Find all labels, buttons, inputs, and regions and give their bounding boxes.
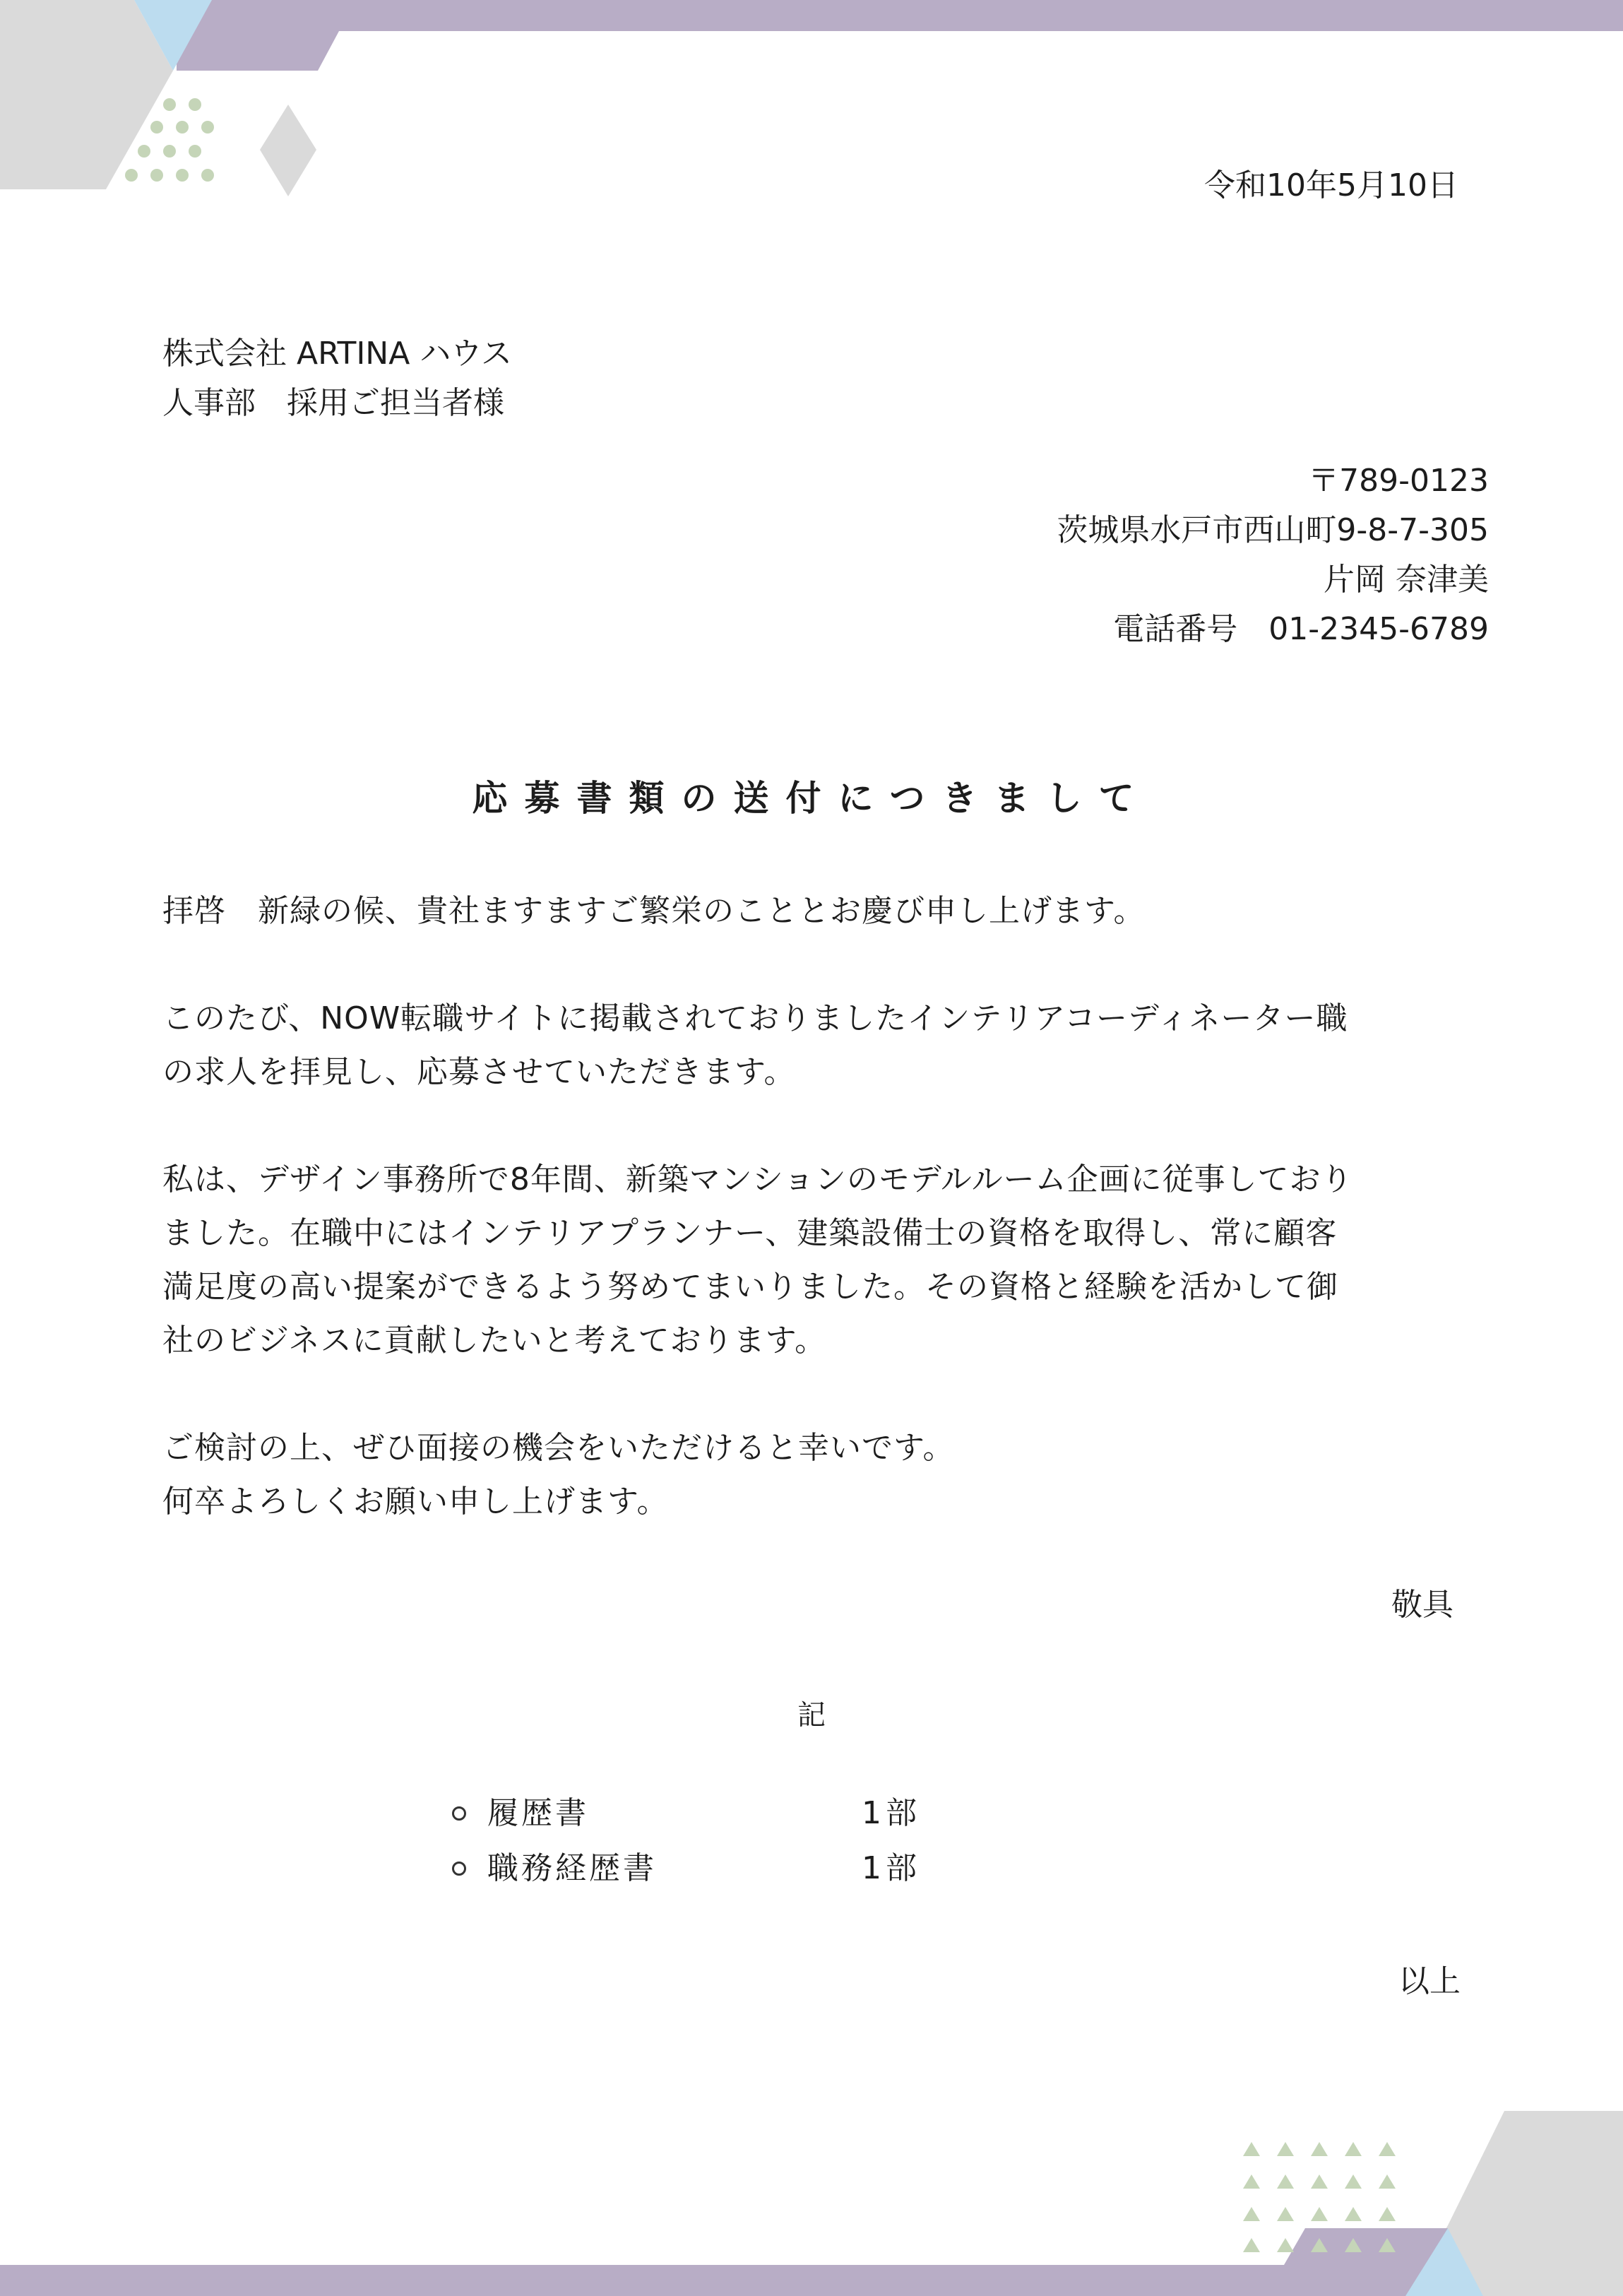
body-line: 社のビジネスに貢献したいと考えております。	[162, 1322, 827, 1359]
bottom-blue-triangle	[1405, 2228, 1483, 2296]
body-line: の求人を拝見し、応募させていただきます。	[162, 1054, 796, 1090]
top-dot-pattern	[125, 98, 214, 182]
bottom-lavender-band	[0, 2228, 1448, 2296]
bottom-triangle-pattern	[1243, 2142, 1396, 2252]
enclosure-quantity: 1部	[862, 1850, 921, 1886]
greeting-paragraph: 拝啓 新緑の候、貴社ますますご繁栄のこととお慶び申し上げます。	[162, 893, 1146, 929]
bottom-gray-hexagon	[1405, 2111, 1623, 2296]
body-line: 満足度の高い提案ができるよう努めてまいりました。その資格と経験を活かして御	[162, 1269, 1338, 1305]
letter-title: 応募書類の送付につきまして	[472, 778, 1151, 819]
closing-phrase: 敬具	[1391, 1587, 1453, 1623]
list-item	[452, 1786, 921, 1841]
application-paragraph	[162, 992, 1353, 1099]
sender-block	[1057, 456, 1489, 654]
body-line: ました。在職中にはインテリアプランナー、建築設備士の資格を取得し、常に顧客	[162, 1215, 1338, 1251]
enclosure-heading: 記	[797, 1699, 826, 1732]
enclosure-name: 履歴書	[487, 1795, 589, 1831]
enclosure-quantity: 1部	[862, 1795, 921, 1831]
top-gray-diamond	[260, 105, 316, 196]
body-line: 何卒よろしくお願い申し上げます。	[162, 1484, 669, 1520]
sender-phone: 電話番号 01-2345-6789	[1113, 611, 1489, 647]
request-paragraph	[162, 1421, 1353, 1529]
sender-postal-code: 〒789-0123	[1308, 463, 1489, 499]
body-line: 私は、デザイン事務所で8年間、新築マンションのモデルルーム企画に従事しており	[162, 1161, 1353, 1197]
letter-date: 令和10年5月10日	[1204, 167, 1458, 203]
top-lavender-band	[177, 0, 1623, 71]
body-line: ご検討の上、ぜひ面接の機会をいただけると幸いです。	[162, 1430, 955, 1466]
recipient-department: 人事部 採用ご担当者様	[162, 385, 504, 421]
letter-body	[162, 884, 1353, 1582]
recipient-company: 株式会社 ARTINA ハウス	[162, 336, 512, 372]
enclosure-name: 職務経歴書	[487, 1850, 657, 1886]
list-item	[452, 1841, 921, 1896]
top-gray-hexagon	[0, 0, 173, 189]
experience-paragraph	[162, 1153, 1353, 1368]
sender-name: 片岡 奈津美	[1324, 562, 1489, 598]
enclosure-list	[452, 1786, 921, 1896]
top-blue-triangle	[134, 0, 212, 71]
sender-address: 茨城県水戸市西山町9-8-7-305	[1057, 512, 1489, 548]
bullet-icon	[452, 1862, 466, 1876]
bullet-icon	[452, 1806, 466, 1821]
recipient-block	[162, 329, 512, 428]
end-mark: 以上	[1398, 1963, 1461, 1999]
body-line: このたび、NOW転職サイトに掲載されておりましたインテリアコーディネーター職	[162, 1000, 1348, 1036]
